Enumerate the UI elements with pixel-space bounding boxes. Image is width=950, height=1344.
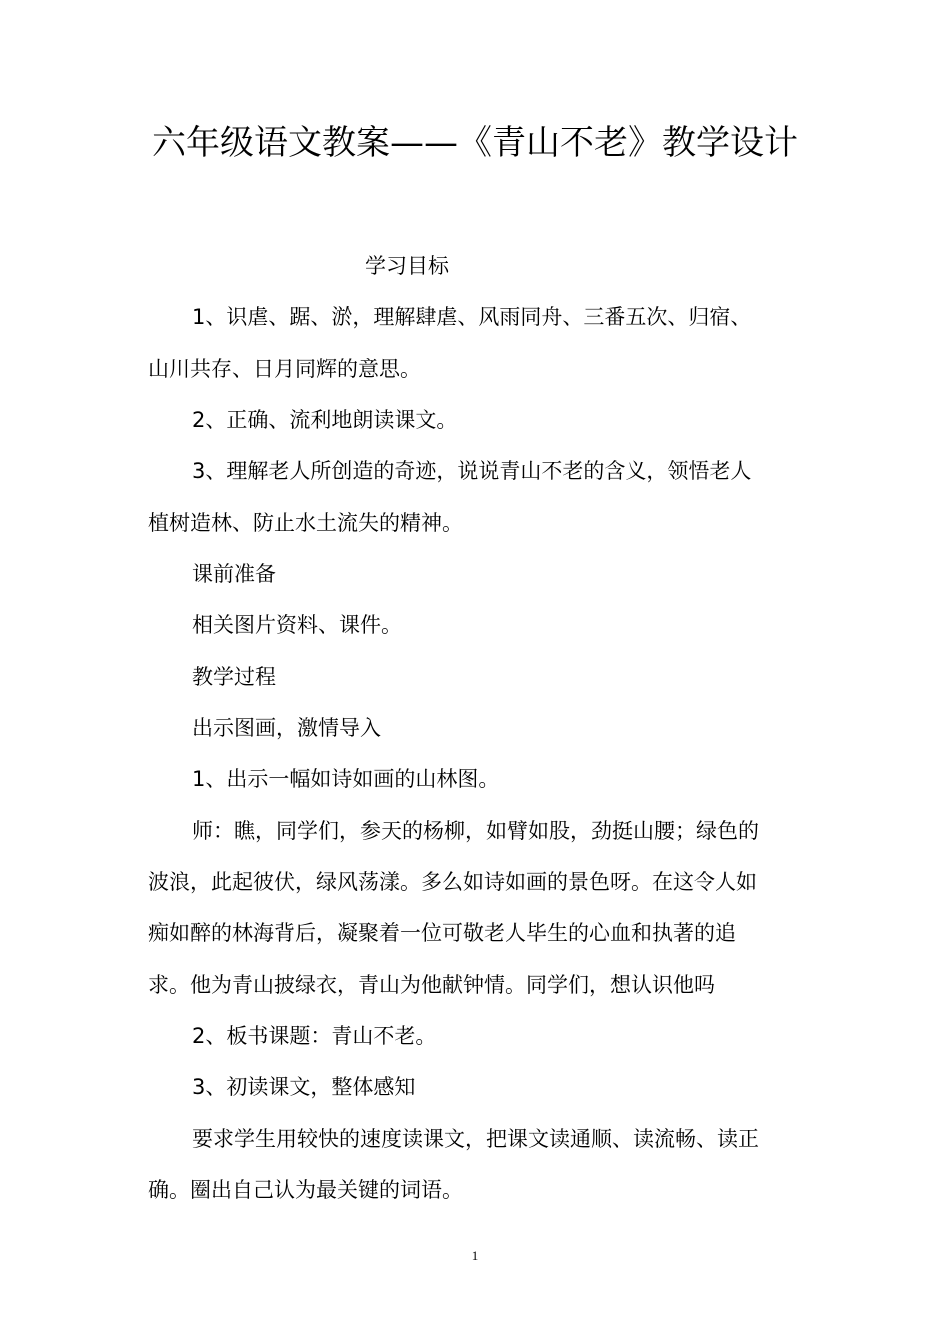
objective-3-line-2: 植树造林、防止水土流失的精神。 (148, 511, 463, 535)
page-number: 1 (471, 1248, 479, 1263)
teacher-line-2: 波浪，此起彼伏，绿风荡漾。多么如诗如画的景色呀。在这令人如 (148, 870, 757, 894)
requirement-line-2: 确。圈出自己认为最关键的词语。 (148, 1178, 463, 1202)
objectives-heading: 学习目标 (365, 254, 449, 278)
step-heading: 出示图画，激情导入 (192, 716, 381, 740)
step-1: 1、出示一幅如诗如画的山林图。 (192, 767, 500, 791)
objective-1-line-2: 山川共存、日月同辉的意思。 (148, 357, 421, 381)
process-heading: 教学过程 (192, 665, 276, 689)
requirement-line-1: 要求学生用较快的速度读课文，把课文读通顺、读流畅、读正 (192, 1127, 759, 1151)
step-3: 3、初读课文，整体感知 (192, 1075, 416, 1099)
prep-content: 相关图片资料、课件。 (192, 613, 402, 637)
teacher-line-3: 痴如醉的林海背后，凝聚着一位可敬老人毕生的心血和执著的追 (148, 921, 736, 945)
teacher-line-1: 师：瞧，同学们，参天的杨柳，如臂如股，劲挺山腰；绿色的 (192, 819, 759, 843)
objective-1-line-1: 1、识虐、踞、淤，理解肆虐、风雨同舟、三番五次、归宿、 (192, 305, 752, 329)
objective-3-line-1: 3、理解老人所创造的奇迹，说说青山不老的含义，领悟老人 (192, 459, 752, 483)
document-title: 六年级语文教案——《青山不老》教学设计 (152, 123, 798, 163)
step-2: 2、板书课题：青山不老。 (192, 1024, 437, 1048)
objective-2: 2、正确、流利地朗读课文。 (192, 408, 458, 432)
teacher-line-4: 求。他为青山披绿衣，青山为他献钟情。同学们，想认识他吗 (148, 973, 715, 997)
prep-heading: 课前准备 (192, 562, 276, 586)
